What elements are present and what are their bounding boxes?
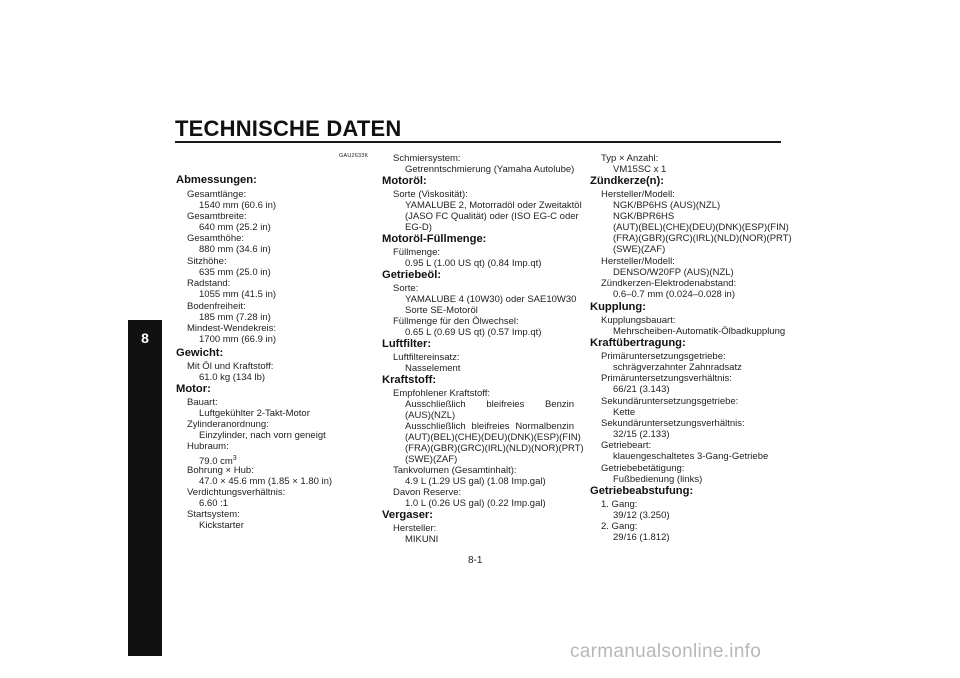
section-heading-zuendkerzen: Zündkerze(n):: [590, 175, 664, 187]
spec-label: Bodenfreiheit:: [187, 301, 246, 312]
spec-label: Tankvolumen (Gesamtinhalt):: [393, 465, 517, 476]
spec-value: NGK/BP6HS (AUS)(NZL): [613, 200, 721, 211]
spec-value: 29/16 (1.812): [613, 532, 670, 543]
spec-label: Mindest-Wendekreis:: [187, 323, 277, 334]
section-heading-kraftuebertragung: Kraftübertragung:: [590, 337, 686, 349]
spec-label: Gesamtbreite:: [187, 211, 247, 222]
hubraum-value: 79.0 cm: [199, 456, 233, 468]
spec-value: YAMALUBE 2, Motorradöl oder Zweitaktöl: [405, 200, 582, 211]
spec-value: 6.60 :1: [199, 498, 229, 509]
spec-value: klauengeschaltetes 3-Gang-Getriebe: [613, 451, 769, 462]
spec-value: Getrenntschmierung (Yamaha Autolube): [405, 164, 575, 175]
section-heading-getriebeoel: Getriebeöl:: [382, 269, 442, 281]
spec-value: 1.0 L (0.26 US gal) (0.22 Imp.gal): [405, 498, 546, 509]
spec-label: Bauart:: [187, 397, 218, 408]
spec-value: 1055 mm (41.5 in): [199, 289, 277, 300]
spec-label: Luftfiltereinsatz:: [393, 352, 460, 363]
spec-label: Getriebeart:: [601, 440, 652, 451]
spec-value: (FRA)(GBR)(GRC)(IRL)(NLD)(NOR)(PRT): [613, 233, 792, 244]
spec-value: Nasselement: [405, 363, 461, 374]
spec-value: 185 mm (7.28 in): [199, 312, 271, 323]
spec-label: Gesamthöhe:: [187, 233, 245, 244]
spec-value: Sorte SE-Motoröl: [405, 305, 478, 316]
spec-label: Startsystem:: [187, 509, 240, 520]
hubraum-exponent: 3: [232, 455, 237, 462]
chapter-number: 8: [141, 330, 149, 346]
spec-value: 61.0 kg (134 lb): [199, 372, 266, 383]
spec-value: 66/21 (3.143): [613, 384, 670, 395]
section-heading-motor: Motor:: [176, 383, 211, 395]
spec-label: Sorte:: [393, 283, 419, 294]
section-heading-abmessungen: Abmessungen:: [176, 174, 257, 186]
spec-label: Zündkerzen-Elektrodenabstand:: [601, 278, 737, 289]
spec-value: Mehrscheiben-Automatik-Ölbadkupplung: [613, 326, 786, 337]
page-title: TECHNISCHE DATEN: [175, 116, 402, 141]
spec-value: (SWE)(ZAF): [613, 244, 666, 255]
spec-value: 47.0 × 45.6 mm (1.85 × 1.80 in): [199, 476, 333, 487]
spec-label: Füllmenge:: [393, 247, 440, 258]
spec-value: (AUS)(NZL): [405, 410, 456, 421]
spec-label: Typ × Anzahl:: [601, 153, 659, 164]
spec-value: Luftgekühlter 2-Takt-Motor: [199, 408, 310, 419]
spec-label: Verdichtungsverhältnis:: [187, 487, 286, 498]
spec-value: 39/12 (3.250): [613, 510, 670, 521]
section-heading-gewicht: Gewicht:: [176, 347, 224, 359]
spec-label: Getriebebetätigung:: [601, 463, 685, 474]
spec-value: Kette: [613, 407, 636, 418]
spec-label: Hersteller/Modell:: [601, 256, 675, 267]
spec-value: (AUT)(BEL)(CHE)(DEU)(DNK)(ESP)(FIN): [613, 222, 789, 233]
section-heading-getriebeabstufung: Getriebeabstufung:: [590, 485, 694, 497]
spec-label: Sorte (Viskosität):: [393, 189, 468, 200]
spec-value: 4.9 L (1.29 US gal) (1.08 Imp.gal): [405, 476, 546, 487]
spec-label: Hersteller:: [393, 523, 437, 534]
spec-label: Primäruntersetzungsgetriebe:: [601, 351, 726, 362]
spec-label: 2. Gang:: [601, 521, 638, 532]
spec-label: Sitzhöhe:: [187, 256, 227, 267]
spec-label: 1. Gang:: [601, 499, 638, 510]
page-number: 8-1: [468, 555, 483, 566]
spec-value: Kickstarter: [199, 520, 244, 531]
spec-label: Primäruntersetzungsverhältnis:: [601, 373, 732, 384]
spec-value: DENSO/W20FP (AUS)(NZL): [613, 267, 734, 278]
spec-label: Hubraum:: [187, 441, 229, 452]
spec-value: 32/15 (2.133): [613, 429, 670, 440]
spec-value: (AUT)(BEL)(CHE)(DEU)(DNK)(ESP)(FIN): [405, 432, 581, 443]
title-rule: [175, 141, 781, 143]
spec-value: 1540 mm (60.6 in): [199, 200, 277, 211]
spec-value: Ausschließlich bleifreies Normalbenzin: [405, 421, 574, 432]
spec-value: YAMALUBE 4 (10W30) oder SAE10W30: [405, 294, 577, 305]
spec-value: NGK/BPR6HS: [613, 211, 675, 222]
spec-label: Sekundäruntersetzungsgetriebe:: [601, 396, 739, 407]
spec-label: Füllmenge für den Ölwechsel:: [393, 316, 519, 327]
spec-label: Empfohlener Kraftstoff:: [393, 388, 490, 399]
spec-label: Mit Öl und Kraftstoff:: [187, 361, 274, 372]
spec-value: Einzylinder, nach vorn geneigt: [199, 430, 326, 441]
spec-label: Hersteller/Modell:: [601, 189, 675, 200]
spec-value: schrägverzahnter Zahnradsatz: [613, 362, 742, 373]
section-heading-kupplung: Kupplung:: [590, 301, 646, 313]
spec-value: 640 mm (25.2 in): [199, 222, 271, 233]
spec-label: Davon Reserve:: [393, 487, 462, 498]
spec-value: VM15SC x 1: [613, 164, 667, 175]
section-heading-motoroel: Motoröl:: [382, 175, 427, 187]
spec-label: Gesamtlänge:: [187, 189, 247, 200]
spec-value: Ausschließlich bleifreies Benzin: [405, 399, 574, 410]
spec-value: Fußbedienung (links): [613, 474, 703, 485]
spec-label: Bohrung × Hub:: [187, 465, 254, 476]
spec-label: Schmiersystem:: [393, 153, 461, 164]
section-heading-motoroel-fuellmenge: Motoröl-Füllmenge:: [382, 233, 487, 245]
spec-value: 0.6–0.7 mm (0.024–0.028 in): [613, 289, 735, 300]
spec-label: Sekundäruntersetzungsverhältnis:: [601, 418, 745, 429]
chapter-tab[interactable]: [128, 320, 162, 656]
spec-label: Kupplungsbauart:: [601, 315, 676, 326]
spec-label: Zylinderanordnung:: [187, 419, 269, 430]
spec-value: EG-D): [405, 222, 432, 233]
spec-value: (SWE)(ZAF): [405, 454, 458, 465]
spec-label: Radstand:: [187, 278, 231, 289]
spec-value: (FRA)(GBR)(GRC)(IRL)(NLD)(NOR)(PRT): [405, 443, 584, 454]
spec-value: 0.95 L (1.00 US qt) (0.84 Imp.qt): [405, 258, 542, 269]
spec-value: 880 mm (34.6 in): [199, 244, 271, 255]
spec-value: (JASO FC Qualität) oder (ISO EG-C oder: [405, 211, 579, 222]
spec-value: 0.65 L (0.69 US qt) (0.57 Imp.qt): [405, 327, 542, 338]
spec-value: 635 mm (25.0 in): [199, 267, 271, 278]
spec-value: 1700 mm (66.9 in): [199, 334, 277, 345]
reference-code: GAU2633K: [339, 153, 369, 159]
section-heading-kraftstoff: Kraftstoff:: [382, 374, 437, 386]
section-heading-luftfilter: Luftfilter:: [382, 338, 432, 350]
watermark: carmanualsonline.info: [570, 641, 762, 662]
spec-value: MIKUNI: [405, 534, 439, 545]
section-heading-vergaser: Vergaser:: [382, 509, 433, 521]
